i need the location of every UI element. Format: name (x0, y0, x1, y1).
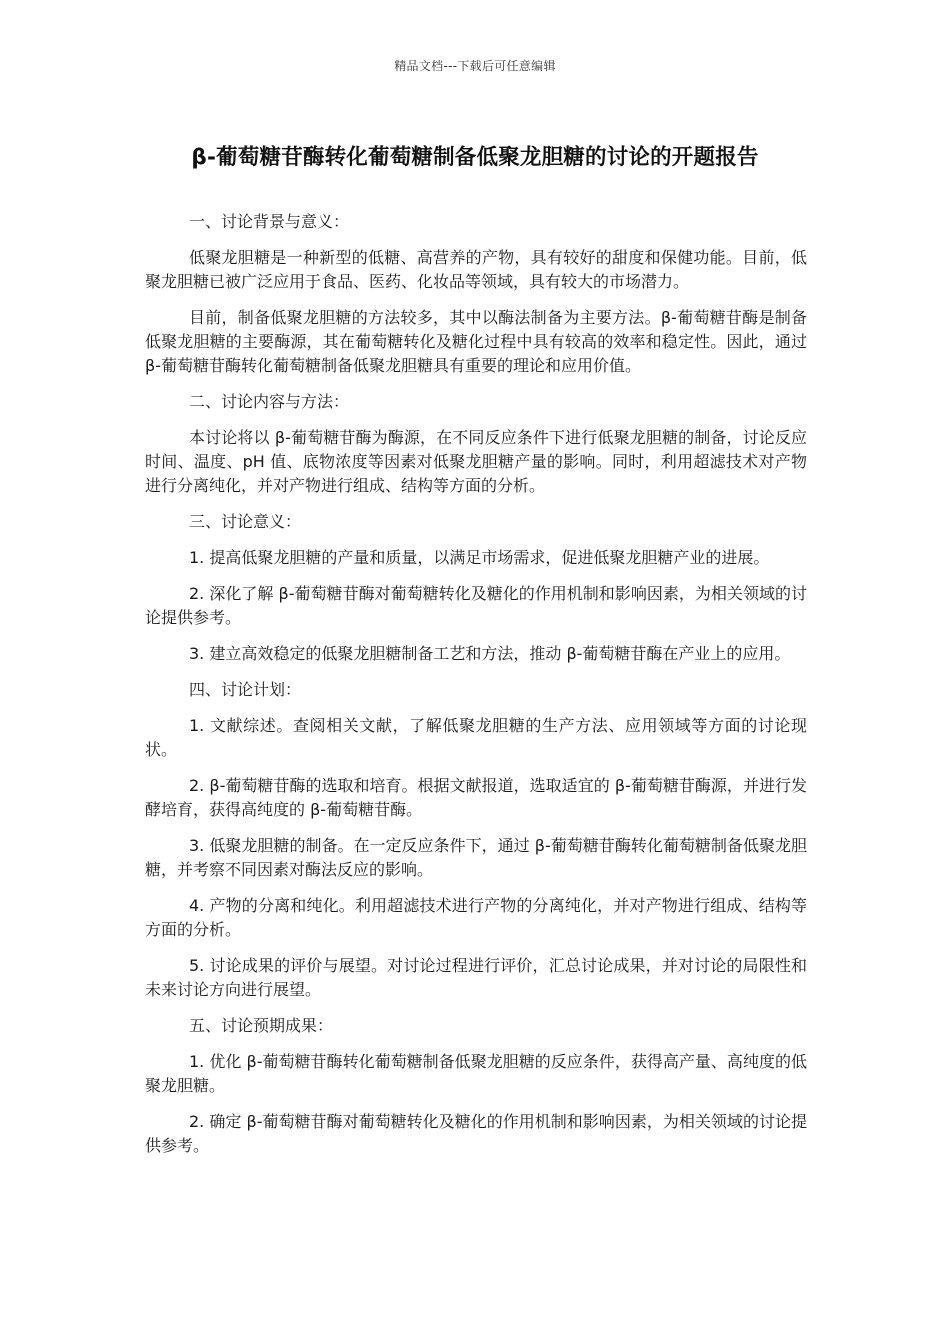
list-item: 3. 低聚龙胆糖的制备。在一定反应条件下，通过 β-葡萄糖苷酶转化葡萄糖制备低聚龙胆糖，并考察不同因素对酶法反应的影响。 (145, 836, 807, 879)
section-heading-background: 一、讨论背景与意义： (189, 212, 350, 231)
list-item: 1. 提高低聚龙胆糖的产量和质量，以满足市场需求，促进低聚龙胆糖产业的进展。 (189, 548, 770, 567)
document-title: β-葡萄糖苷酶转化葡萄糖制备低聚龙胆糖的讨论的开题报告 (191, 145, 759, 170)
section-heading-plan: 四、讨论计划： (189, 680, 302, 699)
paragraph: 目前，制备低聚龙胆糖的方法较多，其中以酶法制备为主要方法。β-葡萄糖苷酶是制备低聚龙胆糖的主要酶源，其在葡萄糖转化及糖化过程中具有较高的效率和稳定性。因此，通过 β-葡萄糖苷酶转化葡萄糖制备低聚龙胆糖具有重要的理论和应用价值。 (145, 308, 807, 375)
list-item: 5. 讨论成果的评价与展望。对讨论过程进行评价，汇总讨论成果，并对讨论的局限性和未来讨论方向进行展望。 (145, 956, 807, 999)
paragraph: 低聚龙胆糖是一种新型的低糖、高营养的产物，具有较好的甜度和保健功能。目前，低聚龙胆糖已被广泛应用于食品、医药、化妆品等领域，具有较大的市场潜力。 (145, 248, 807, 291)
section-heading-expected-results: 五、讨论预期成果： (189, 1016, 334, 1035)
list-item: 1. 文献综述。查阅相关文献，了解低聚龙胆糖的生产方法、应用领域等方面的讨论现状。 (145, 716, 807, 759)
list-item: 3. 建立高效稳定的低聚龙胆糖制备工艺和方法，推动 β-葡萄糖苷酶在产业上的应用。 (189, 644, 791, 663)
list-item: 2. 深化了解 β-葡萄糖苷酶对葡萄糖转化及糖化的作用机制和影响因素，为相关领域的讨论提供参考。 (145, 584, 807, 627)
running-header: 精品文档---下载后可任意编辑 (394, 59, 556, 73)
list-item: 2. β-葡萄糖苷酶的选取和培育。根据文献报道，选取适宜的 β-葡萄糖苷酶源，并进行发酵培育，获得高纯度的 β-葡萄糖苷酶。 (145, 776, 807, 819)
document-body (145, 210, 807, 1170)
section-heading-content-method: 二、讨论内容与方法： (189, 392, 350, 411)
paragraph: 本讨论将以 β-葡萄糖苷酶为酶源，在不同反应条件下进行低聚龙胆糖的制备，讨论反应时间、温度、pH 值、底物浓度等因素对低聚龙胆糖产量的影响。同时，利用超滤技术对产物进行分离纯化，并对产物进行组成、结构等方面的分析。 (145, 428, 807, 495)
list-item: 2. 确定 β-葡萄糖苷酶对葡萄糖转化及糖化的作用机制和影响因素，为相关领域的讨论提供参考。 (145, 1112, 807, 1155)
section-heading-significance: 三、讨论意义： (189, 512, 302, 531)
list-item: 1. 优化 β-葡萄糖苷酶转化葡萄糖制备低聚龙胆糖的反应条件，获得高产量、高纯度的低聚龙胆糖。 (145, 1052, 807, 1095)
list-item: 4. 产物的分离和纯化。利用超滤技术进行产物的分离纯化，并对产物进行组成、结构等方面的分析。 (145, 896, 807, 939)
